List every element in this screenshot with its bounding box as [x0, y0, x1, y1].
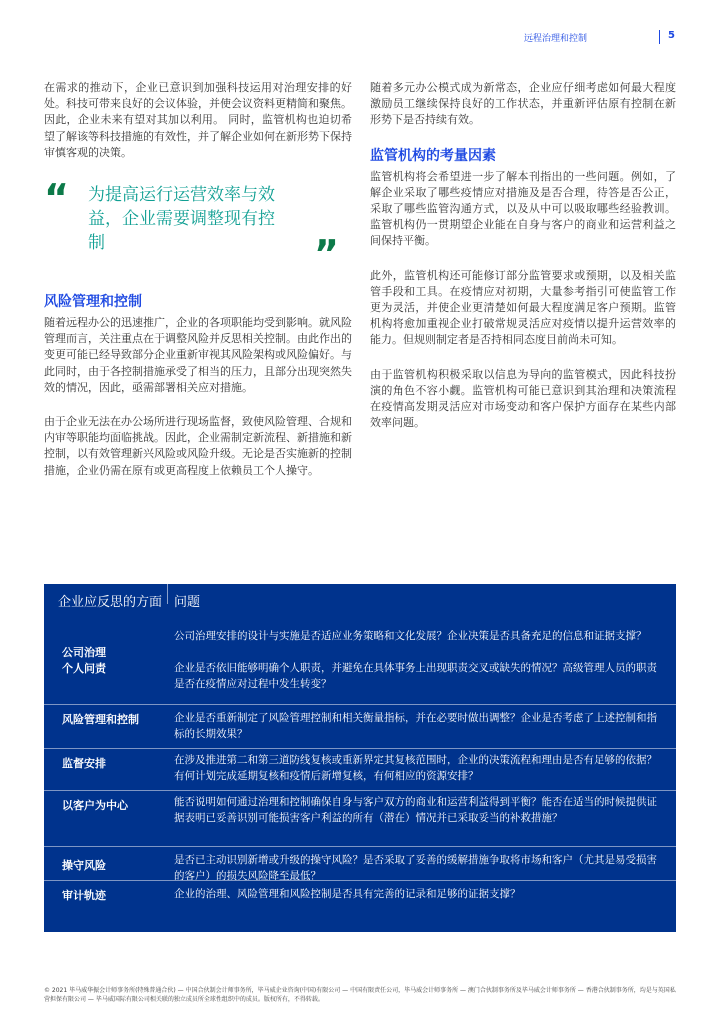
table-row — [44, 704, 676, 749]
continuation-paragraph: 随着多元办公模式成为新常态，企业应仔细考虑如何最大程度激励员工继续保持良好的工作状态，并重新评估原有控制在新形势下是否持续有效。 — [370, 81, 676, 127]
right-column — [370, 80, 676, 449]
row-label: 公司治理 — [62, 646, 106, 659]
reflection-table — [44, 584, 676, 932]
page-number: 5 — [668, 30, 675, 41]
pull-quote — [44, 176, 352, 283]
table-row — [44, 880, 676, 933]
regulator-paragraph-3: 由于监管机构积极采取以信息为导向的监管模式，因此科技扮演的角色不容小觑。监管机构可能已意识到其治理和决策流程在疫情高发期灵活应对市场变动和客户保护方面存在某些内部效率问题。 — [370, 367, 676, 430]
row-label: 以客户为中心 — [62, 799, 128, 812]
table-row — [44, 790, 676, 847]
row-label: 个人问责 — [62, 662, 106, 675]
regulator-paragraph-1: 监管机构将会希望进一步了解本刊指出的一些问题。例如，了解企业采取了哪些疫情应对措施及是否合理，待答是否公正，采取了哪些监管沟通方式，以及从中可以吸取哪些经验教训。监管机构仍一贯期望企业能在自身与客户的商业和运营利益之间保持平衡。 — [370, 169, 676, 248]
pull-quote-text: 为提高运行运营效率与效益，企业需要调整现有控制 — [88, 185, 275, 254]
row-label: 审计轨迹 — [62, 889, 106, 902]
section-heading-risk-control: 风险管理和控制 — [44, 294, 142, 311]
table-row — [44, 846, 676, 881]
row-label: 操守风险 — [62, 859, 106, 872]
risk-paragraph-1: 随着远程办公的迅速推广，企业的各项职能均受到影响。就风险管理而言，关注重点在于调整风险并反思相关控制。由此作出的变更可能已经导致部分企业重新审视其风险架构或风险偏好。与此同时，由于各控制措施承受了相当的压力，且部分出现突然失效的情况，因此，亟需部署相关应对措施。 — [44, 316, 352, 394]
running-header-title: 远程治理和控制 — [524, 34, 588, 44]
open-quote-icon: “ — [44, 176, 69, 221]
table-row — [44, 658, 676, 704]
row-question: 企业是否重新制定了风险管理控制和相关衡量指标，并在必要时做出调整？企业是否考虑了上述控制和指标的长期效果？ — [174, 712, 657, 740]
risk-paragraph-2: 由于企业无法在办公场所进行现场监督，致使风险管理、合规和内审等职能均面临挑战。因此，企业需制定新流程、新措施和新控制，以有效管理新兴风险或风险升级。无论是否实施新的控制措施，企业仍需在原有或更高程度上依赖员工个人操守。 — [44, 415, 352, 477]
row-label: 监督安排 — [62, 757, 106, 770]
copyright-footer: © 2021 毕马威华振会计师事务所(特殊普通合伙) — 中国合伙制会计师事务所，毕马威企业咨询(中国)有限公司 — 中国有限责任公司，毕马威会计师事务所 — 澳门合伙制事务所及毕马威会计师事务所 — 香港合伙制事务所，均是与英国私营担保有限公司 — 毕马威国际有限公司相关联的独立成员所全球性组织中的成员。版权所有，不得转载。 — [44, 987, 676, 1003]
row-question: 企业的治理、风险管理和风险控制是否具有完善的记录和足够的证据支撑？ — [174, 888, 521, 900]
row-question: 在涉及推进第二和第三道防线复核或重新界定其复核范围时，企业的决策流程和理由是否有足够的依据？有何计划完成延期复核和疫情后新增复核，有何相应的资源安排？ — [174, 754, 657, 782]
header-divider — [659, 30, 660, 44]
table-header-question: 问题 — [174, 595, 201, 610]
section-heading-regulator: 监管机构的考量因素 — [370, 147, 496, 164]
intro-paragraph: 在需求的推动下，企业已意识到加强科技运用对治理安排的好处。科技可带来良好的会议体验，并使会议资料更精简和聚焦。因此，企业未来有望对其加以利用。 同时，监管机构也迫切希望了解该等科技措施的有效性，并了解企业如何在新形势下保持审慎客观的决策。 — [44, 81, 352, 159]
close-quote-icon: ” — [314, 232, 339, 277]
left-column — [44, 80, 352, 497]
table-row — [44, 748, 676, 791]
table-header-aspect: 企业应反思的方面 — [58, 595, 163, 610]
row-question: 是否已主动识别新增或升级的操守风险？是否采取了妥善的缓解措施争取将市场和客户（尤其是易受损害的客户）的损失风险降至最低？ — [174, 854, 657, 882]
table-row — [44, 626, 676, 658]
row-question: 企业是否依旧能够明确个人职责，并避免在具体事务上出现职责交叉或缺失的情况？高级管理人员的职责是否在疫情应对过程中发生转变？ — [174, 662, 657, 690]
row-label: 风险管理和控制 — [62, 713, 139, 726]
table-header-divider — [167, 584, 168, 604]
row-question: 能否说明如何通过治理和控制确保自身与客户双方的商业和运营利益得到平衡？能否在适当的时候提供证据表明已妥善识别可能损害客户利益的所有（潜在）情况并已采取妥当的补救措施？ — [174, 796, 657, 824]
regulator-paragraph-2: 此外，监管机构还可能修订部分监管要求或预期，以及相关监管手段和工具。在疫情应对初期，大量参考指引可使监管工作更为灵活，并使企业更清楚如何最大程度满足客户预期。监管机构将愈加重视企业打破常规灵活应对疫情以提升运营效率的能力。但规则制定者是否持相同态度目前尚未可知。 — [370, 268, 676, 347]
row-question: 公司治理安排的设计与实施是否适应业务策略和文化发展？企业决策是否具备充足的信息和证据支撑？ — [174, 630, 647, 642]
